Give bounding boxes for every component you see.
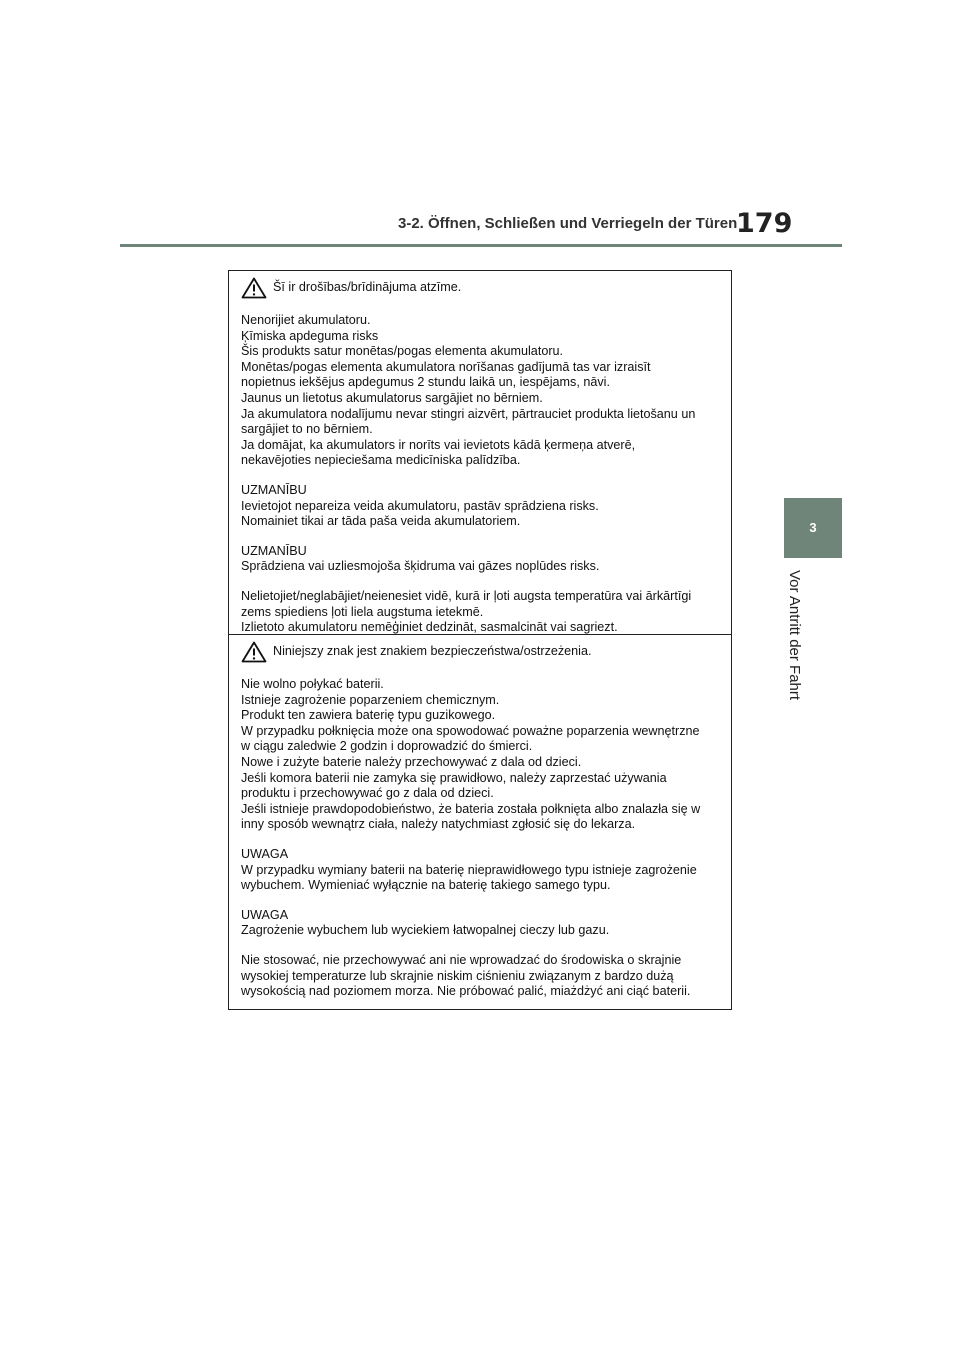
warning-text-line: Sprādziena vai uzliesmojoša šķidruma vai gāzes noplūdes risks. — [241, 559, 600, 574]
warning-text-line: wybuchem. Wymieniać wyłącznie na baterię takiego samego typu. — [241, 878, 611, 893]
warning-text-line: Nowe i zużyte baterie należy przechowywać z dala od dzieci. — [241, 754, 582, 769]
warning-text-line: w ciągu zaledwie 2 godzin i doprowadzić do śmierci. — [241, 739, 533, 754]
warning-paragraphs — [241, 677, 717, 1000]
warning-text-line: W przypadku połknięcia może ona spowodować poważne poparzenia wewnętrzne — [241, 723, 700, 738]
warning-box-polish — [228, 634, 732, 1010]
chapter-side-label: Vor Antritt der Fahrt — [786, 570, 803, 701]
header-divider — [120, 244, 842, 247]
warning-text-line: Izlietoto akumulatoru nemēģiniet dedzināt, sasmalcināt vai sagriezt. — [241, 620, 618, 635]
warning-text-line: Istnieje zagrożenie poparzeniem chemicznym. — [241, 692, 500, 707]
warning-text-line: Nomainiet tikai ar tāda paša veida akumulatoriem. — [241, 514, 521, 529]
warning-text-line: Monētas/pogas elementa akumulatora norīšanas gadījumā tas var izraisīt — [241, 359, 651, 374]
warning-text-line: Jeśli komora baterii nie zamyka się prawidłowo, należy zaprzestać używania — [241, 770, 667, 785]
warning-text-line: sargājiet to no bērniem. — [241, 422, 373, 437]
warning-text-line: Jaunus un lietotus akumulatorus sargājiet no bērniem. — [241, 390, 543, 405]
warning-title-row — [241, 641, 717, 663]
warning-text-line: Ja akumulatora nodalījumu nevar stingri aizvērt, pārtrauciet produkta lietošanu un — [241, 406, 696, 421]
warning-paragraph — [241, 847, 717, 894]
warning-text-line: UWAGA — [241, 907, 289, 922]
warning-paragraph — [241, 589, 717, 636]
warning-title: Niniejszy znak jest znakiem bezpieczeństwa/ostrzeżenia. — [273, 644, 592, 659]
section-title: 3-2. Öffnen, Schließen und Verriegeln der Türen — [398, 215, 738, 232]
warning-triangle-icon — [241, 277, 267, 299]
warning-box-latvian — [228, 270, 732, 635]
warning-text-line: Ķīmiska apdeguma risks — [241, 328, 379, 343]
warning-text-line: zems spiediens ļoti liela augstuma ietekmē. — [241, 604, 484, 619]
warning-paragraphs — [241, 313, 717, 636]
warning-triangle-icon — [241, 641, 267, 663]
warning-paragraph — [241, 953, 717, 1000]
warning-paragraph — [241, 544, 717, 575]
warning-text-line: Jeśli istnieje prawdopodobieństwo, że bateria została połknięta albo znalazła się w — [241, 801, 701, 816]
warning-text-line: Šis produkts satur monētas/pogas elementa akumulatoru. — [241, 344, 564, 359]
warning-text-line: inny sposób wewnątrz ciała, należy natychmiast zgłosić się do lekarza. — [241, 817, 636, 832]
warning-paragraph — [241, 483, 717, 530]
warning-title-row — [241, 277, 717, 299]
warning-text-line: Nie wolno połykać baterii. — [241, 677, 384, 691]
page-number: 179 — [736, 208, 793, 239]
warning-text-line: nekavējoties nepieciešama medicīniska palīdzība. — [241, 453, 521, 468]
warning-text-line: wysokiej temperaturze lub skrajnie niskim ciśnieniu związanym z bardzo dużą — [241, 968, 674, 983]
warning-text-line: nopietnus iekšējus apdegumus 2 stundu laikā un, iespējams, nāvi. — [241, 375, 610, 390]
warning-text-line: produktu i przechowywać go z dala od dzieci. — [241, 786, 494, 801]
warning-paragraph — [241, 677, 717, 833]
warning-text-line: Produkt ten zawiera baterię typu guzikowego. — [241, 708, 496, 723]
warning-text-line: Nie stosować, nie przechowywać ani nie wprowadzać do środowiska o skrajnie — [241, 952, 682, 967]
warning-text-line: Zagrożenie wybuchem lub wyciekiem łatwopalnej cieczy lub gazu. — [241, 923, 610, 938]
chapter-tab: 3 — [784, 498, 842, 558]
warning-text-line: Ja domājat, ka akumulators ir norīts vai ievietots kādā ķermeņa atverē, — [241, 437, 636, 452]
warning-text-line: Ievietojot nepareiza veida akumulatoru, pastāv sprādziena risks. — [241, 498, 599, 513]
warning-text-line: UZMANĪBU — [241, 543, 307, 558]
warning-text-line: Nelietojiet/neglabājiet/neienesiet vidē, kurā ir ļoti augsta temperatūra vai ārkārtīgi — [241, 588, 692, 603]
warning-title: Šī ir drošības/brīdinājuma atzīme. — [273, 280, 462, 295]
warning-text-line: W przypadku wymiany baterii na baterię nieprawidłowego typu istnieje zagrożenie — [241, 862, 697, 877]
warning-text-line: UWAGA — [241, 846, 289, 861]
warning-paragraph — [241, 313, 717, 469]
warning-text-line: wysokością nad poziomem morza. Nie próbować palić, miażdżyć ani ciąć baterii. — [241, 984, 691, 999]
warning-text-line: Nenorijiet akumulatoru. — [241, 313, 371, 327]
warning-text-line: UZMANĪBU — [241, 482, 307, 497]
warning-paragraph — [241, 908, 717, 939]
